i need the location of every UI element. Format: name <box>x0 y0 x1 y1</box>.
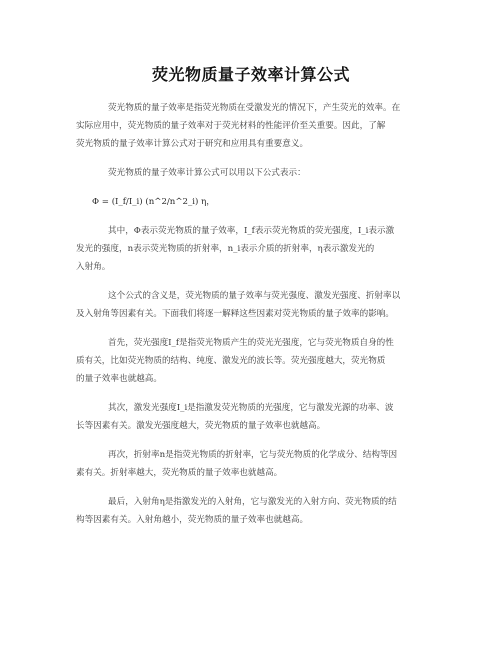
paragraph-line: 入射角。 <box>76 262 111 272</box>
paragraph-line: 构等因素有关。入射角越小，荧光物质的量子效率也就越高。 <box>76 515 309 525</box>
formula: Φ = (I_f/I_i) (n^2/n^2_i) η， <box>92 197 215 207</box>
paragraph-line: 及入射角等因素有关。下面我们将逐一解释这些因素对荧光物质的量子效率的影响。 <box>76 309 394 319</box>
paragraph-line: 其中，Φ表示荧光物质的量子效率，I_f表示荧光物质的荧光强度，I_i表示激 <box>108 226 395 236</box>
paragraph-refractive-index <box>76 446 436 482</box>
paragraph-line: 实际应用中，荧光物质的量子效率对于荧光材料的性能评价至关重要。因此，了解 <box>76 121 386 131</box>
paragraph-line: 再次，折射率n是指荧光物质的折射率，它与荧光物质的化学成分、结构等因 <box>108 450 398 460</box>
paragraph-fluorescence-intensity <box>76 334 436 388</box>
paragraph-line: 发光的强度，n表示荧光物质的折射率，n_i表示介质的折射率，η表示激发光的 <box>76 244 375 254</box>
paragraph-intro <box>76 99 436 153</box>
paragraph-line: 其次，激发光强度I_i是指激发荧光物质的光强度，它与激发光源的功率、波 <box>108 403 394 413</box>
paragraph-line: 首先，荧光强度I_f是指荧光物质产生的荧光光强度，它与荧光物质自身的性 <box>108 338 394 348</box>
paragraph-line: 荧光物质的量子效率计算公式对于研究和应用具有重要意义。 <box>76 139 309 149</box>
paragraph-incident-angle <box>76 493 436 529</box>
paragraph-line: 质有关，比如荧光物质的结构、纯度、激发光的波长等。荧光强度越大，荧光物质 <box>76 356 386 366</box>
paragraph-line: 最后，入射角η是指激发光的入射角，它与激发光的入射方向、荧光物质的结 <box>108 497 397 507</box>
paragraph-line: 荧光物质的量子效率是指荧光物质在受激发光的情况下，产生荧光的效率。在 <box>108 103 401 113</box>
paragraph-line: 的量子效率也就越高。 <box>76 374 162 384</box>
paragraph-line: 长等因素有关。激发光强度越大，荧光物质的量子效率也就越高。 <box>76 421 326 431</box>
paragraph-formula-intro <box>76 164 436 182</box>
paragraph-excitation-intensity <box>76 399 436 435</box>
paragraph-variables <box>76 222 436 276</box>
paragraph-line: 这个公式的含义是，荧光物质的量子效率与荧光强度、激发光强度、折射率以 <box>108 291 401 301</box>
document-body <box>76 99 436 540</box>
document-title: 荧光物质量子效率计算公式 <box>151 65 350 84</box>
paragraph-line: 素有关。折射率越大，荧光物质的量子效率也就越高。 <box>76 468 283 478</box>
paragraph-line: 荧光物质的量子效率计算公式可以用以下公式表示： <box>108 168 306 178</box>
paragraph-meaning <box>76 287 436 323</box>
